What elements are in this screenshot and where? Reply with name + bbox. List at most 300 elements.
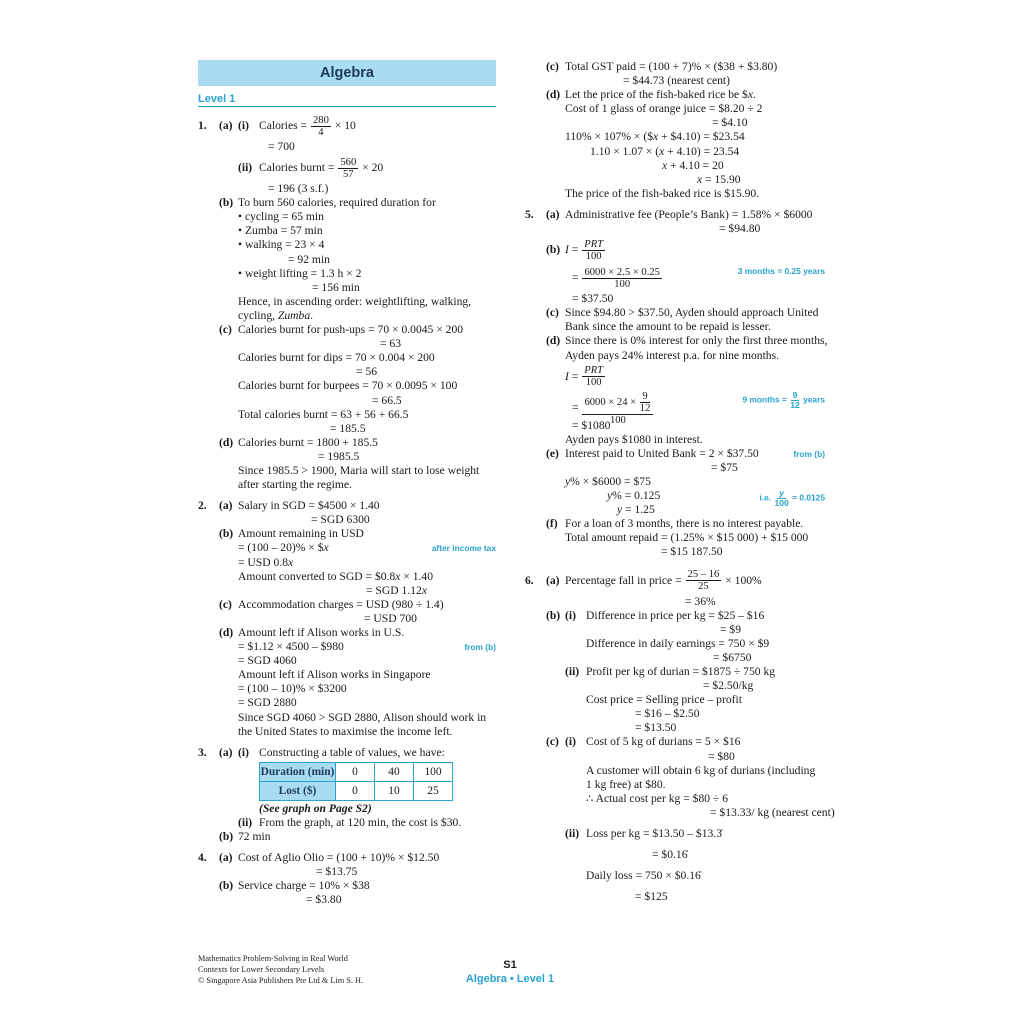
solution-line — [198, 682, 496, 696]
part-label: (d) — [546, 88, 561, 102]
numerator: PRT — [584, 365, 604, 377]
solution-line — [525, 488, 825, 509]
solution-line — [525, 433, 825, 447]
line-text: • weight lifting = 1.3 h × 2 — [238, 266, 362, 280]
line-text: = 92 min — [288, 252, 330, 266]
line-text: 72 min — [238, 830, 271, 844]
math-variable: x — [662, 158, 668, 172]
math-variable: x — [323, 541, 329, 555]
solution-line — [198, 309, 496, 323]
line-text: Calories = $\frac{280}{4}$ × 10 — [259, 114, 356, 138]
solution-line — [198, 267, 496, 281]
line-text: Since $94.80 > $37.50, Ayden should approach United — [565, 306, 819, 320]
math-variable: x — [653, 130, 659, 144]
line-text: = $1.12 × 4500 – $980 — [238, 640, 344, 654]
question-gap — [198, 739, 496, 746]
numerator: PRT — [584, 238, 604, 250]
solution-line — [525, 890, 825, 904]
solution-line — [198, 865, 496, 879]
solution-line — [198, 210, 496, 224]
question-number: 5. — [525, 207, 534, 221]
solution-line — [525, 447, 825, 461]
solution-line — [525, 173, 825, 187]
footer-book-line2: Contexts for Lower Secondary Levels — [198, 965, 325, 974]
line-text: = $125 — [635, 890, 668, 904]
denominator: 12 — [639, 402, 651, 414]
fraction — [582, 365, 605, 388]
line-text: Amount converted to SGD = $0.8x × 1.40 — [238, 569, 434, 583]
fraction — [582, 267, 662, 290]
math-variable: x — [421, 583, 427, 597]
solution-line — [198, 626, 496, 640]
question-gap — [525, 560, 825, 567]
subpart-label: (i) — [238, 119, 249, 132]
line-text: Difference in price per kg = $25 – $16 — [586, 608, 765, 622]
right-column — [525, 60, 835, 904]
part-label: (d) — [219, 435, 234, 449]
solution-line — [198, 224, 496, 238]
line-text: the United States to maximise the income left. — [238, 724, 453, 738]
solution-line — [198, 337, 496, 351]
solution-line — [525, 349, 825, 363]
line-text: For a loan of 3 months, there is no interest payable. — [565, 517, 804, 531]
line-text: Ayden pays $1080 in interest. — [565, 432, 703, 446]
solution-line — [198, 422, 496, 436]
line-text: Administrative fee (People’s Bank) = 1.58% × $6000 — [565, 207, 813, 221]
line-text: = $3.80 — [306, 893, 342, 907]
table-row — [260, 781, 453, 800]
numerator: 6000 × 24 × $\frac{9}{12}$ — [582, 391, 653, 415]
math-variable: y — [565, 474, 571, 488]
line-text: y% = 0.125 — [607, 489, 661, 503]
part-label: (a) — [546, 573, 560, 587]
solution-line — [525, 623, 825, 637]
line-text: Salary in SGD = $4500 × 1.40 — [238, 499, 380, 513]
line-text: = $13.75 — [316, 865, 358, 879]
solution-line — [198, 464, 496, 478]
line-text: cycling, Zumba. — [238, 308, 314, 322]
table-cell: 0 — [336, 781, 375, 800]
solution-line — [525, 130, 825, 144]
line-text: = $9 — [720, 622, 742, 636]
solution-line — [198, 816, 496, 830]
solution-line — [525, 306, 825, 320]
line-text: Calories burnt for push-ups = 70 × 0.0045 × 200 — [238, 323, 464, 337]
solution-line — [198, 711, 496, 725]
line-text: Constructing a table of values, we have: — [259, 745, 445, 759]
line-text: = $0.16̇ — [652, 848, 688, 862]
question-gap — [198, 844, 496, 851]
solution-line — [525, 236, 825, 264]
line-text: Total calories burnt = 63 + 56 + 66.5 — [238, 407, 409, 421]
solution-line — [198, 802, 496, 816]
solution-line — [198, 570, 496, 584]
solution-line — [198, 893, 496, 907]
solution-line — [198, 612, 496, 626]
denominator: 12 — [790, 399, 800, 410]
part-label: (c) — [219, 323, 232, 337]
solution-line — [525, 517, 825, 531]
solution-line — [198, 527, 496, 541]
part-label: (b) — [546, 608, 561, 622]
solution-line — [198, 238, 496, 252]
solution-line — [198, 513, 496, 527]
solution-line — [198, 323, 496, 337]
solution-line — [198, 541, 496, 555]
page-footer — [465, 958, 555, 986]
question-number: 6. — [525, 573, 534, 587]
line-text: 110% × 107% × ($x + $4.10) = $23.54 — [565, 130, 745, 144]
table-cell: 10 — [375, 781, 414, 800]
numerator: 9 — [792, 389, 798, 400]
line-text: = SGD 2880 — [238, 696, 297, 710]
line-text: Calories burnt = $\frac{560}{57}$ × 20 — [259, 156, 384, 180]
denominator: 100 — [585, 250, 602, 262]
margin-note: 3 months = 0.25 years — [737, 266, 825, 277]
solution-line — [525, 116, 825, 130]
part-label: (a) — [219, 745, 233, 759]
line-text: = 66.5 — [372, 393, 402, 407]
solution-line — [525, 187, 825, 201]
solution-line — [525, 334, 828, 348]
solution-line — [525, 60, 825, 74]
denominator: 100 — [774, 498, 789, 509]
solution-line — [198, 556, 496, 570]
solution-line — [198, 408, 496, 422]
line-text: • walking = 23 × 4 — [238, 238, 325, 252]
solution-line — [525, 750, 825, 764]
line-text: = $\frac{6000 \times 2.5 \times 0.25}{100}$ — [572, 266, 660, 290]
solution-line — [198, 499, 496, 513]
line-text: Ayden pays 24% interest p.a. for nine months. — [565, 348, 780, 362]
fraction — [311, 115, 331, 138]
line-text: The price of the fish-baked rice is $15.90. — [565, 186, 760, 200]
part-label: (c) — [219, 597, 232, 611]
solution-line — [525, 545, 825, 559]
line-text: = $75 — [711, 460, 738, 474]
table-header: Duration (min) — [260, 762, 336, 781]
table-cell: 0 — [336, 762, 375, 781]
line-text: = 36% — [685, 594, 716, 608]
line-text: = $94.80 — [719, 222, 761, 236]
line-text: = $16 – $2.50 — [635, 707, 700, 721]
numerator: 25 – 16 — [687, 569, 720, 581]
solution-line — [525, 637, 825, 651]
solution-line — [525, 693, 825, 707]
line-text: Amount left if Alison works in Singapore — [238, 668, 431, 682]
solution-line — [525, 764, 825, 778]
denominator: 57 — [342, 168, 354, 180]
solution-line — [198, 879, 496, 893]
math-variable: y — [607, 489, 613, 503]
line-text: Calories burnt for dips = 70 × 0.004 × 200 — [238, 351, 435, 365]
line-text: Percentage fall in price = $\frac{25 - 16}{25}$ × 100% — [565, 569, 762, 593]
solution-line — [525, 159, 825, 173]
line-text: = $37.50 — [572, 292, 614, 306]
solution-line — [198, 830, 496, 844]
subpart-label: (ii) — [238, 161, 253, 175]
line-text: Cost of 5 kg of durians = 5 × $16 — [586, 735, 741, 749]
line-text: I = $\frac{\text{PRT}}{100}$ — [565, 238, 604, 262]
line-text: Cost of 1 glass of orange juice = $8.20 ÷ 2 — [565, 102, 763, 116]
solution-line — [198, 436, 496, 450]
part-label: (c) — [546, 60, 559, 73]
line-text: = $13.33/ kg (nearest cent) — [710, 805, 835, 819]
line-text: y% × $6000 = $75 — [565, 474, 651, 488]
solution-line — [198, 746, 496, 760]
left-solutions — [198, 112, 496, 908]
fraction — [686, 569, 722, 592]
line-text: = 700 — [268, 140, 295, 153]
line-text: • Zumba = 57 min — [238, 224, 323, 238]
solution-line — [525, 531, 825, 545]
solution-line — [198, 394, 496, 408]
line-text: x = 15.90 — [697, 172, 741, 186]
solution-line — [198, 295, 496, 309]
solution-line — [198, 196, 496, 210]
line-text: Profit per kg of durian = $1875 ÷ 750 kg — [586, 665, 776, 678]
part-label: (b) — [219, 196, 234, 210]
right-solutions — [525, 60, 835, 904]
part-label: (f) — [546, 517, 558, 531]
subpart-label: (ii) — [565, 665, 580, 678]
line-text: = 185.5 — [330, 421, 366, 435]
line-text: after starting the regime. — [238, 478, 352, 492]
fraction — [790, 391, 800, 410]
solution-line — [198, 640, 496, 654]
part-label: (b) — [546, 243, 561, 257]
line-text: A customer will obtain 6 kg of durians (including — [586, 763, 816, 777]
subpart-label: (i) — [238, 745, 249, 759]
line-text: ∴ Actual cost per kg = $80 ÷ 6 — [586, 791, 728, 805]
question-gap — [198, 492, 496, 499]
line-text: = 63 — [380, 337, 402, 351]
solution-line — [198, 668, 496, 682]
numerator: y — [779, 488, 785, 499]
solution-line — [525, 792, 825, 806]
solution-line — [525, 320, 825, 334]
subpart-label: (i) — [565, 735, 576, 749]
line-text: Bank since the amount to be repaid is lesser. — [565, 320, 771, 334]
solution-line — [525, 778, 825, 792]
line-text: = SGD 6300 — [311, 513, 370, 527]
solution-line — [525, 820, 825, 848]
line-text: Since there is 0% interest for only the first three months, — [565, 334, 828, 348]
level-heading: Level 1 — [198, 92, 496, 107]
line-text: = $80 — [708, 749, 735, 763]
line-text: = 196 (3 s.f.) — [268, 182, 329, 196]
margin-note: 9 months = $\frac{9}{12}$ years — [742, 389, 825, 410]
line-text: Cost of Aglio Olio = (100 + 10)% × $12.50 — [238, 851, 440, 865]
solution-line — [525, 595, 825, 609]
part-label: (a) — [546, 207, 560, 221]
fraction — [640, 391, 651, 414]
solution-line — [525, 707, 825, 721]
line-text: = (100 – 20)% × $x — [238, 541, 329, 555]
solution-line — [525, 503, 825, 517]
part-label: (b) — [219, 527, 234, 541]
line-text: Let the price of the fish-baked rice be $x. — [565, 88, 756, 102]
solution-line — [525, 721, 825, 735]
line-text: = (100 – 10)% × $3200 — [238, 682, 347, 696]
line-text: Total GST paid = (100 + 7)% × ($38 + $3.80) — [565, 60, 778, 73]
question-number: 1. — [198, 119, 207, 132]
solution-line — [525, 567, 825, 595]
subpart-label: (i) — [565, 608, 576, 622]
solution-line — [198, 253, 496, 267]
numerator: 280 — [312, 114, 329, 126]
solution-line — [525, 862, 825, 890]
line-text: Amount left if Alison works in U.S. — [238, 626, 405, 639]
line-text: Calories burnt for burpees = 70 × 0.0095 × 100 — [238, 379, 458, 393]
part-label: (d) — [546, 334, 561, 348]
line-text: Since SGD 4060 > SGD 2880, Alison should work in — [238, 710, 487, 724]
line-text: Daily loss = 750 × $0.16̇ — [586, 869, 701, 883]
line-text: = $4.10 — [712, 116, 748, 130]
solution-line — [198, 281, 496, 295]
solution-line — [198, 725, 496, 739]
solution-line — [525, 363, 825, 391]
table-header: Lost ($) — [260, 781, 336, 800]
part-label: (c) — [546, 306, 559, 320]
question-number: 4. — [198, 851, 207, 865]
part-label: (a) — [219, 851, 233, 865]
table-cell: 100 — [414, 762, 453, 781]
solution-line — [198, 365, 496, 379]
footer-credits — [198, 953, 363, 986]
solution-line — [198, 154, 496, 182]
page-section — [465, 972, 555, 986]
part-label: (c) — [546, 735, 559, 749]
solution-line — [525, 222, 825, 236]
part-label: (b) — [219, 830, 234, 844]
math-variable: x — [659, 144, 665, 158]
line-text: = $15 187.50 — [661, 545, 723, 559]
line-text: Hence, in ascending order: weightlifting, walking, — [238, 294, 472, 308]
table-row — [260, 762, 453, 781]
math-variable: I — [565, 369, 569, 383]
solution-line — [525, 208, 825, 222]
solution-line — [198, 379, 496, 393]
question-gap — [525, 201, 825, 208]
numerator: 9 — [642, 390, 648, 402]
line-text: = $6750 — [713, 650, 752, 664]
line-text: = $44.73 (nearest cent) — [623, 74, 730, 88]
question-number: 3. — [198, 745, 207, 759]
line-text: x + 4.10 = 20 — [662, 158, 724, 172]
solution-line — [198, 851, 496, 865]
line-text: Amount remaining in USD — [238, 527, 364, 541]
solution-line — [525, 292, 825, 306]
line-text: I = $\frac{\text{PRT}}{100}$ — [565, 365, 604, 389]
solution-line — [198, 696, 496, 710]
denominator: 100 — [609, 414, 626, 426]
line-text: Difference in daily earnings = 750 × $9 — [586, 636, 770, 650]
line-text: Total amount repaid = (1.25% × $15 000) + $15 000 — [565, 531, 809, 545]
solution-line — [525, 419, 825, 433]
fraction — [338, 157, 358, 180]
part-label: (d) — [219, 626, 234, 639]
line-text: = USD 700 — [364, 611, 417, 625]
line-text: = 156 min — [312, 280, 360, 294]
line-text: Service charge = 10% × $38 — [238, 879, 370, 893]
line-text: From the graph, at 120 min, the cost is $30. — [259, 815, 462, 829]
math-variable: I — [565, 243, 569, 257]
subpart-label: (ii) — [238, 815, 253, 829]
line-text: Calories burnt = 1800 + 185.5 — [238, 435, 378, 449]
page-level: Level 1 — [516, 973, 555, 986]
solution-line — [525, 665, 825, 679]
denominator: 4 — [318, 126, 324, 138]
line-text: = SGD 4060 — [238, 654, 297, 668]
solution-line — [525, 651, 825, 665]
line-text: = $1080 — [572, 418, 611, 432]
line-text: 1 kg free) at $80. — [586, 777, 666, 791]
margin-note: i.e. $\frac{y}{100}$ = 0.0125 — [759, 488, 825, 509]
math-variable: y — [617, 503, 623, 517]
solution-line — [525, 145, 825, 159]
numerator: 6000 × 2.5 × 0.25 — [584, 266, 660, 278]
solution-line — [525, 805, 835, 820]
math-variable: x — [395, 569, 401, 583]
line-text: = 6000 × 24 × $\frac{9}{12}$ 100 — [572, 391, 654, 426]
solution-line — [198, 654, 496, 668]
subpart-label: (ii) — [565, 827, 580, 841]
margin-note: after income tax — [431, 543, 496, 554]
denominator: 25 — [698, 581, 709, 593]
solution-line — [198, 598, 496, 612]
numerator: 560 — [340, 156, 357, 168]
line-text: = $2.50/kg — [703, 679, 754, 693]
part-label: (a) — [219, 119, 233, 132]
table-cell: 25 — [414, 781, 453, 800]
fraction — [582, 239, 605, 262]
solution-line — [198, 182, 496, 196]
solution-line — [525, 461, 825, 475]
solution-line — [525, 475, 825, 489]
math-variable: x — [697, 172, 703, 186]
margin-note: from (b) — [793, 448, 825, 459]
solution-line — [525, 102, 825, 116]
line-text: = $13.50 — [635, 721, 677, 735]
part-label: (a) — [219, 499, 233, 513]
denominator: 100 — [614, 278, 631, 290]
line-text: y = 1.25 — [617, 503, 655, 517]
solution-line — [525, 74, 825, 88]
line-text: = USD 0.8x — [238, 555, 294, 569]
math-variable: x — [747, 88, 753, 102]
section-title: Algebra — [198, 60, 496, 86]
solution-line — [525, 609, 825, 623]
values-table — [259, 762, 453, 801]
math-variable: x — [288, 555, 294, 569]
page-separator: • — [509, 973, 514, 986]
line-text: Loss per kg = $13.50 – $13.3̇ — [586, 827, 722, 841]
left-column — [198, 60, 496, 908]
solution-line — [198, 112, 496, 140]
line-text: To burn 560 calories, required duration for — [238, 196, 436, 210]
solution-line — [198, 351, 496, 365]
footer-book-line1: Mathematics Problem-Solving in Real World — [198, 954, 348, 963]
solution-line — [525, 735, 825, 749]
question-number: 2. — [198, 499, 207, 513]
solution-line — [198, 140, 496, 154]
denominator: 100 — [585, 377, 602, 389]
solution-line — [198, 584, 496, 598]
part-label: (e) — [546, 446, 559, 460]
line-text: • cycling = 65 min — [238, 210, 324, 224]
margin-note: from (b) — [464, 642, 496, 653]
